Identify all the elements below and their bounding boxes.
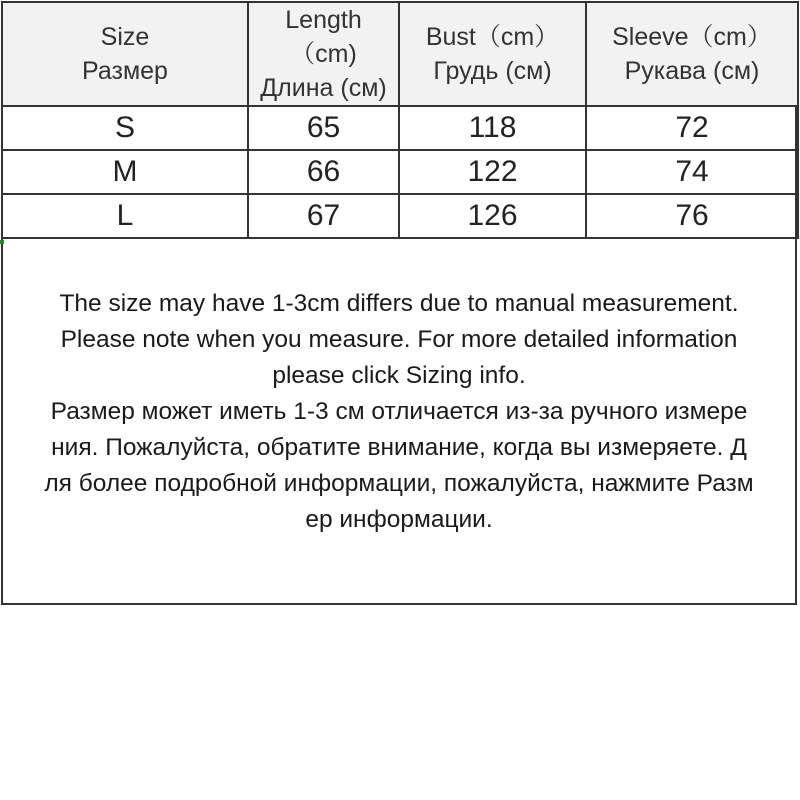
- cell-size: L: [2, 194, 248, 238]
- cell-bust: 118: [399, 106, 586, 150]
- measurement-note: [3, 286, 795, 538]
- cell-size: M: [2, 150, 248, 194]
- note-line: Please note when you measure. For more detailed information: [60, 326, 738, 353]
- note-line: ля более подробной информации, пожалуйста, нажмите Разм: [44, 470, 754, 497]
- header-length-ru: Длина (см): [260, 74, 387, 102]
- cell-size: S: [2, 106, 248, 150]
- header-bust-ru: Грудь (см): [433, 57, 552, 85]
- cell-length: 66: [248, 150, 399, 194]
- table-header-row: [2, 2, 798, 106]
- note-line: ер информации.: [305, 506, 493, 533]
- header-length-en: Length: [285, 6, 362, 34]
- header-bust: [399, 2, 586, 106]
- header-sleeve-ru: Рукава (см): [624, 57, 760, 85]
- cell-sleeve: 74: [586, 150, 798, 194]
- note-line: The size may have 1-3cm differs due to manual measurement.: [59, 290, 739, 317]
- cell-length: 67: [248, 194, 399, 238]
- table-row: [2, 194, 798, 238]
- corner-marker: [0, 240, 4, 244]
- header-length: [248, 2, 399, 106]
- header-bust-en: Bust（cm）: [425, 23, 560, 51]
- cell-sleeve: 72: [586, 106, 798, 150]
- header-sleeve: [586, 2, 798, 106]
- cell-bust: 122: [399, 150, 586, 194]
- header-length-unit: （cm): [290, 40, 357, 68]
- header-size-ru: Размер: [82, 57, 168, 85]
- cell-sleeve: 76: [586, 194, 798, 238]
- header-sleeve-en: Sleeve（cm）: [612, 23, 772, 51]
- size-table: [1, 1, 799, 239]
- table-row: [2, 150, 798, 194]
- header-size-en: Size: [100, 23, 150, 51]
- cell-bust: 126: [399, 194, 586, 238]
- table-row: [2, 106, 798, 150]
- note-line: ния. Пожалуйста, обратите внимание, когда вы измеряете. Д: [51, 434, 747, 461]
- cell-length: 65: [248, 106, 399, 150]
- note-line: please click Sizing info.: [272, 362, 526, 389]
- note-line: Размер может иметь 1-3 см отличается из-за ручного измере: [50, 398, 748, 425]
- header-size: [2, 2, 248, 106]
